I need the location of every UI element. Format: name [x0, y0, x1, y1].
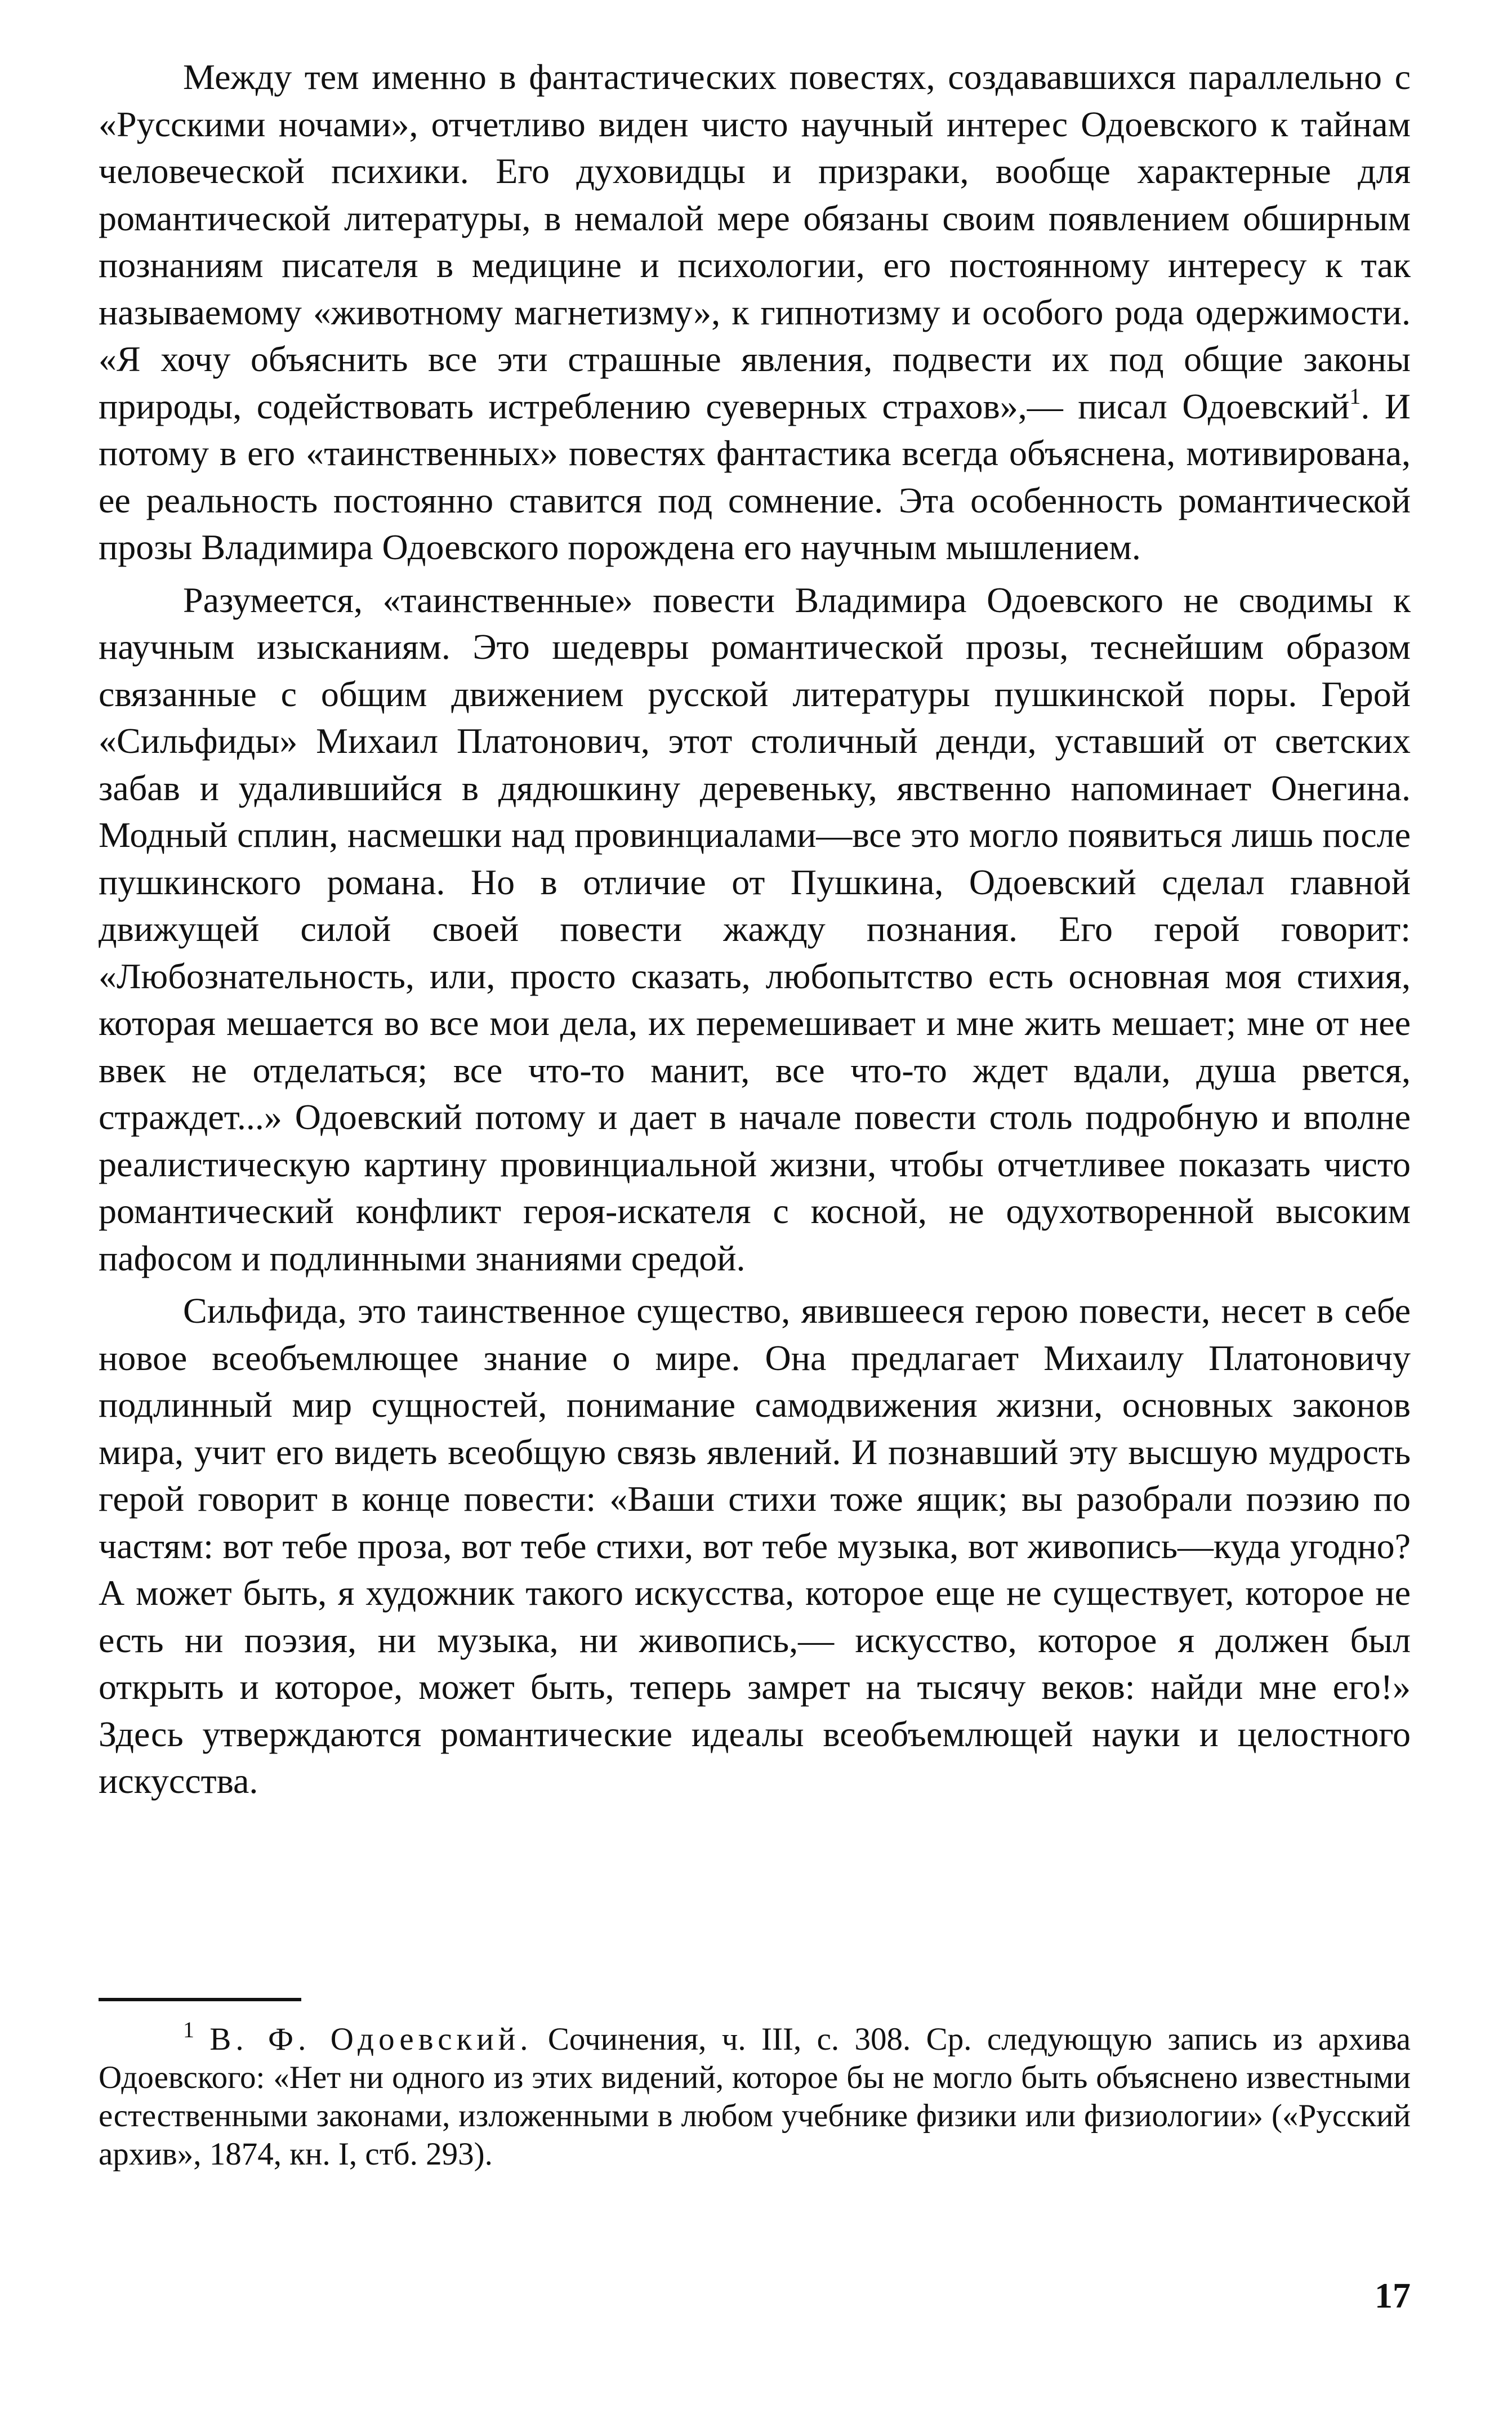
paragraph-1-text-a: Между тем именно в фантастических повестях, создававшихся параллельно с «Русскими ночами», отчетливо виден чисто научный интерес Одоевского к тайнам человеческой психики. Его духовидцы и призраки, вообще характерные для романтической литературы, в немалой мере обязаны своим появлением обширным познаниям писателя в медицине и психологии, его постоянному интересу к так называемому «животному магнетизму», к гипнотизму и особого рода одержимости. «Я хочу объяснить все эти страшные явления, подвести их под общие законы природы, содействовать истреблению суеверных страхов»,— писал Одоевский [99, 57, 1411, 426]
paragraph-2: Разумеется, «таинственные» повести Владимира Одоевского не сводимы к научным изысканиям. Это шедевры романтической прозы, теснейшим образом связанные с общим движением русской литературы пушкинской поры. Герой «Сильфиды» Михаил Платонович, этот столичный денди, уставший от светских забав и удалившийся в дядюшкину деревеньку, явственно напоминает Онегина. Модный сплин, насмешки над провинциалами—все это могло появиться лишь после пушкинского романа. Но в отличие от Пушкина, Одоевский сделал главной движущей силой своей повести жажду познания. Его герой говорит: «Любознательность, или, просто сказать, любопытство есть основная моя стихия, которая мешается во все мои дела, их перемешивает и мне жить мешает; мне от нее ввек не отделаться; все что-то манит, все что-то ждет вдали, душа рвется, страждет...» Одоевский потому и дает в начале повести столь подробную и вполне реалистическую картину провинциальной жизни, чтобы отчетливее показать чисто романтический конфликт героя-искателя с косной, не одухотворенной высоким пафосом и подлинными знаниями средой. [99, 579, 1411, 1278]
paragraph-1 [99, 53, 1411, 571]
paragraph-1-text-b: . И потому в его «таинственных» повестях фантастика всегда объяснена, мотивирована, ее реальность постоянно ставится под сомнение. Эта особенность романтической прозы Владимира Одоевского порождена его научным мышлением. [99, 386, 1411, 567]
footnote-divider [99, 1998, 301, 2001]
footnote [99, 2017, 1411, 2174]
footnote-reference: 1 [1349, 383, 1361, 409]
footnote-text: Сочинения, ч. III, с. 308. Ср. следующую запись из архива Одоевского: «Нет ни одного из этих видений, которое бы не могло быть объяснено известными естественными законами, изложенными в любом учебнике физики или физиологии» («Русский архив», 1874, кн. I, стб. 293). [99, 2022, 1411, 2172]
main-text [99, 53, 1411, 1805]
page-number: 17 [1375, 2275, 1411, 2315]
footnote-author: В. Ф. Одоевский. [209, 2022, 533, 2057]
paragraph-3: Сильфида, это таинственное существо, явившееся герою повести, несет в себе новое всеобъемлющее знание о мире. Она предлагает Михаилу Платоновичу подлинный мир сущностей, понимание самодвижения жизни, основных законов мира, учит его видеть всеобщую связь явлений. И познавший эту высшую мудрость герой говорит в конце повести: «Ваши стихи тоже ящик; вы разобрали поэзию по частям: вот тебе проза, вот тебе стихи, вот тебе музыка, вот живопись—куда угодно? А может быть, я художник такого искусства, которое еще не существует, которое не есть ни поэзия, ни музыка, ни живопись,— искусство, которое я должен был открыть и которое, может быть, теперь замрет на тысячу веков: найди мне его!» Здесь утверждаются романтические идеалы всеобъемлющей науки и целостного искусства. [99, 1291, 1411, 1801]
footnote-number: 1 [183, 2017, 194, 2042]
